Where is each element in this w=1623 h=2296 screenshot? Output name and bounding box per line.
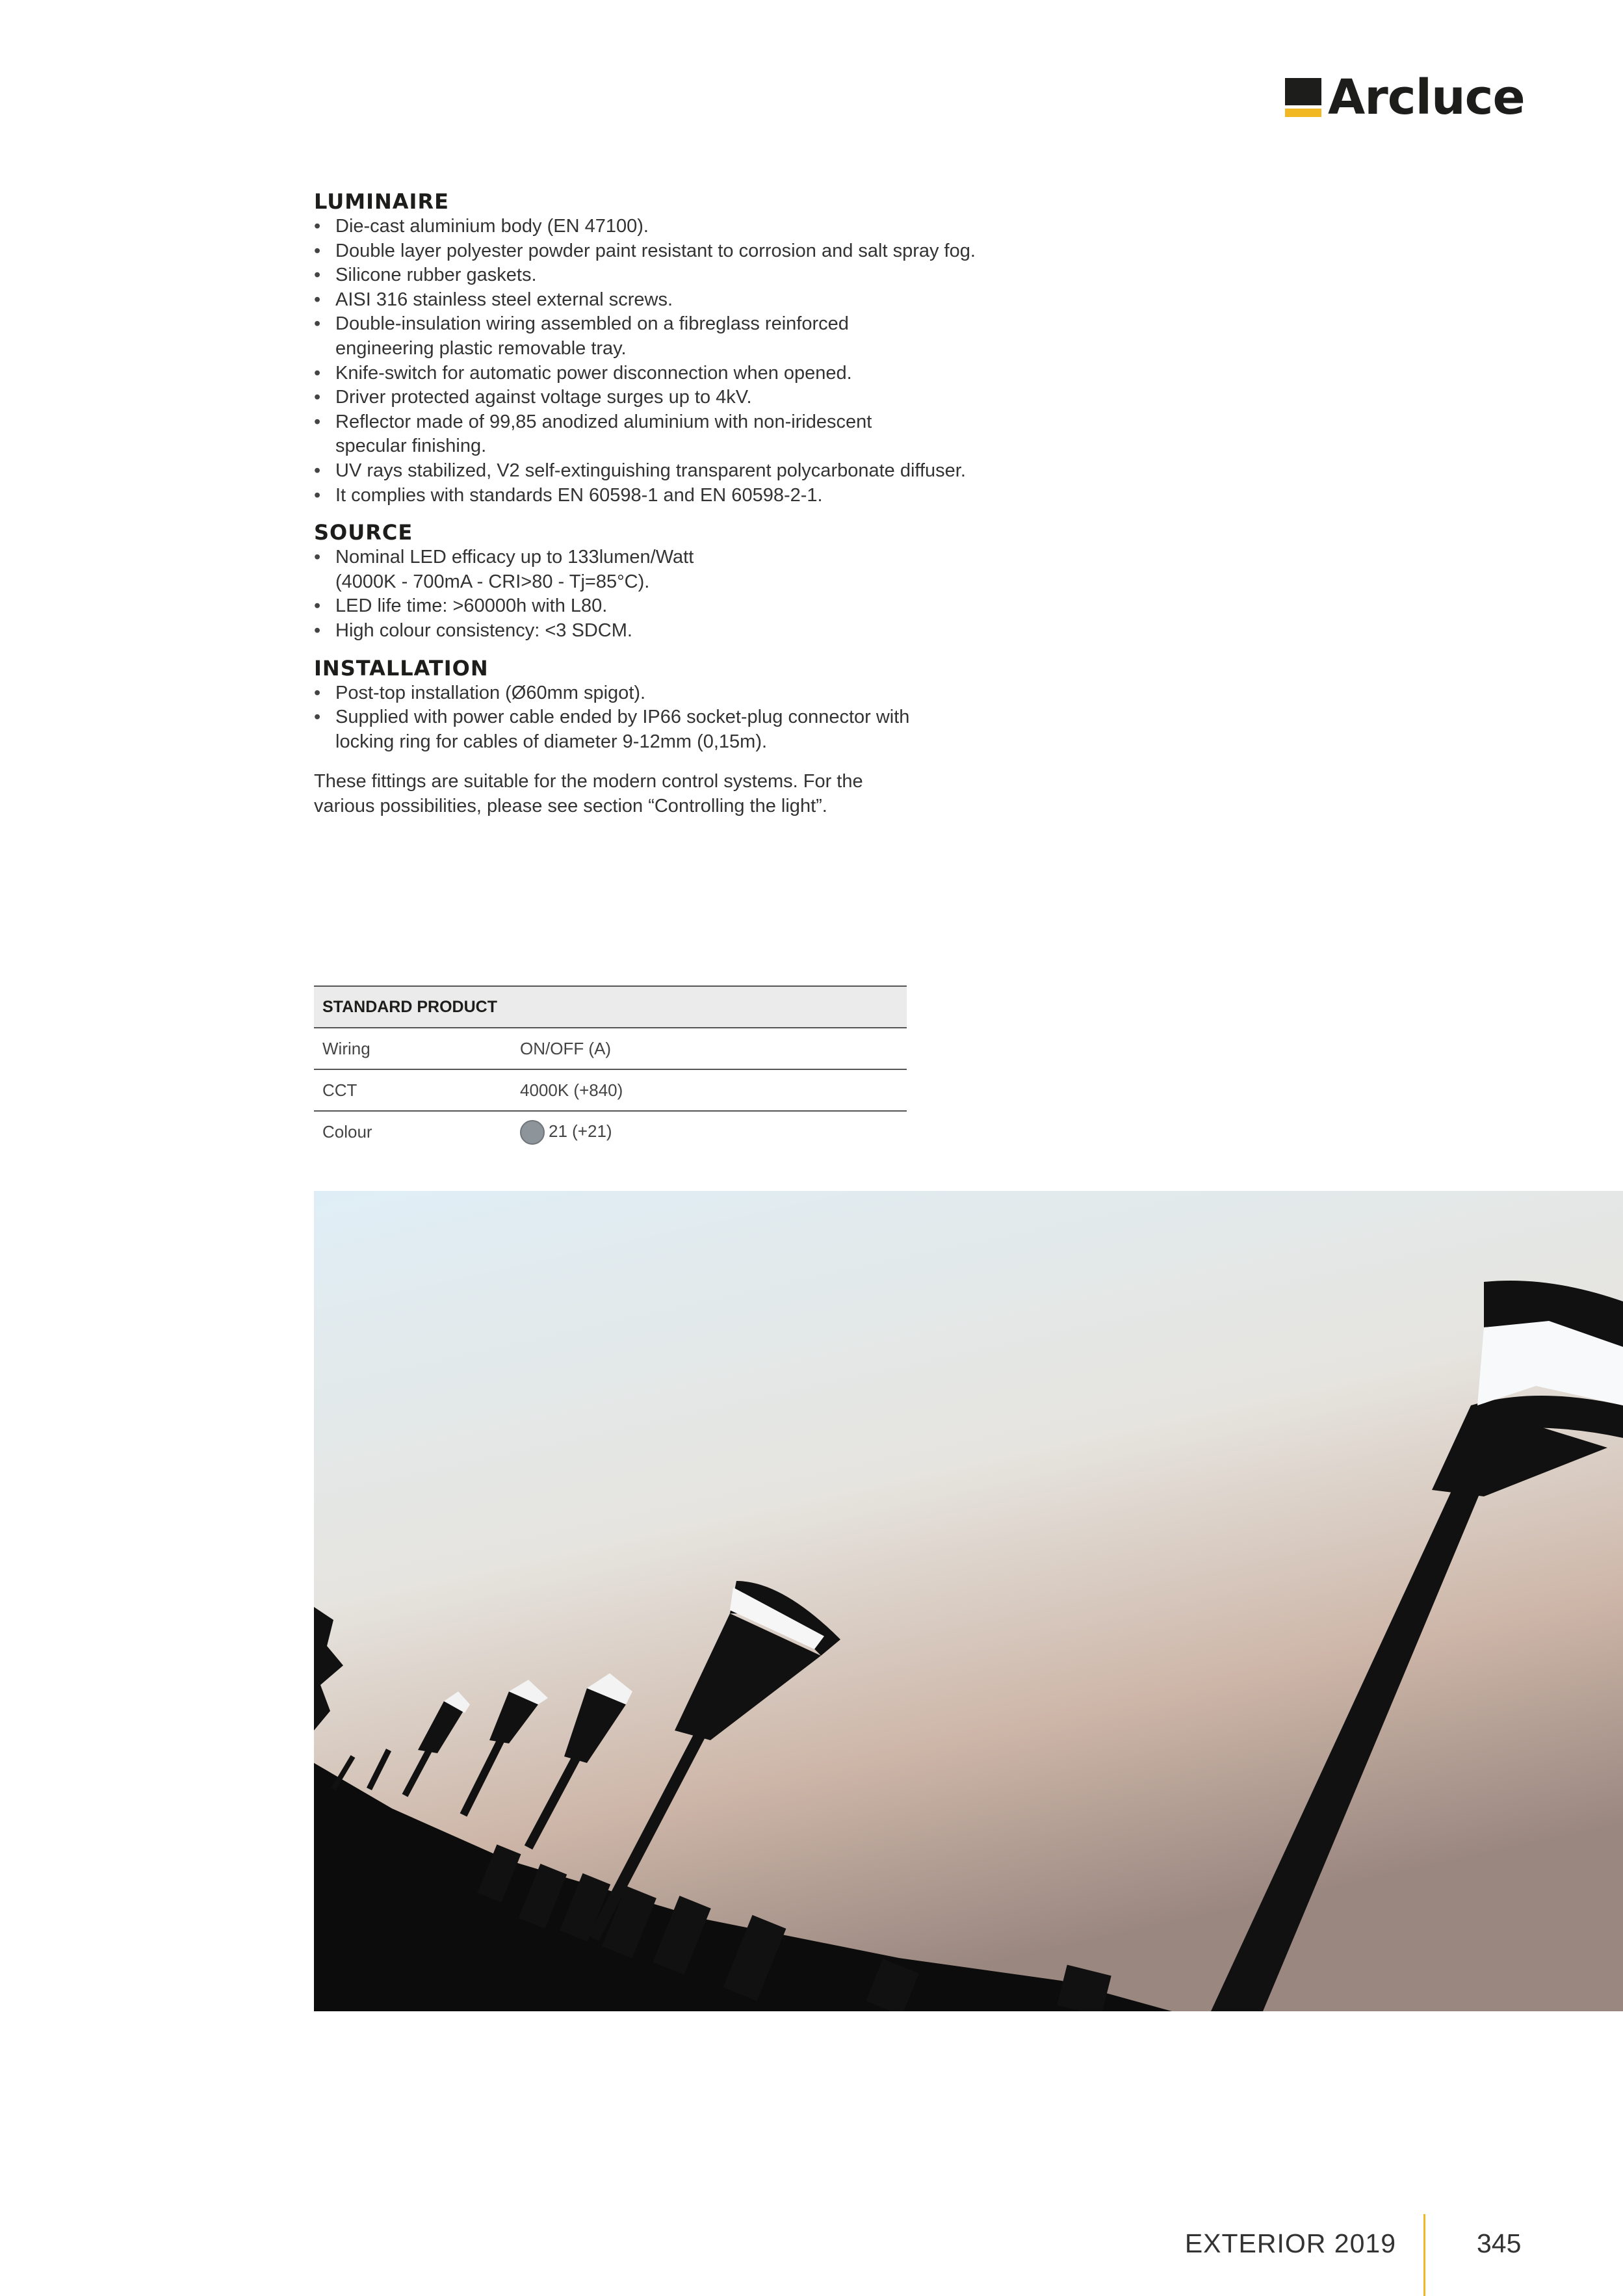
list-item: • High colour consistency: <3 SDCM. [314, 619, 1081, 644]
list-item: • LED life time: >60000h with L80. [314, 594, 1081, 619]
table-row [314, 1111, 907, 1153]
footer-divider [1423, 2214, 1425, 2296]
arcluce-logo [1285, 70, 1525, 125]
row-label: Colour [322, 1122, 372, 1141]
standard-product-table [314, 985, 907, 1153]
installation-heading: INSTALLATION [314, 655, 489, 681]
table-header-row [314, 986, 907, 1028]
list-item: • Post-top installation (Ø60mm spigot). [314, 681, 1081, 706]
list-item: • Reflector made of 99,85 anodized aluminium with non-iridescent specular finishing. [314, 410, 933, 459]
list-item: • Knife-switch for automatic power disconnection when opened. [314, 361, 1081, 386]
row-value: ON/OFF (A) [520, 1038, 612, 1058]
table-row [314, 1069, 907, 1111]
list-item: • Double-insulation wiring assembled on a fibreglass reinforced engineering plastic removable tray. [314, 312, 907, 361]
list-item: • Die-cast aluminium body (EN 47100). [314, 215, 1081, 239]
list-item: • UV rays stabilized, V2 self-extinguishing transparent polycarbonate diffuser. [314, 459, 1081, 484]
street-lamps-image [314, 1191, 1623, 2011]
list-item: • Double layer polyester powder paint resistant to corrosion and salt spray fog. [314, 239, 1081, 264]
list-item: • Driver protected against voltage surges up to 4kV. [314, 385, 1081, 410]
list-item: • Supplied with power cable ended by IP66 socket-plug connector with locking ring for cables of diameter 9-12mm (0,15m). [314, 705, 920, 754]
catalog-section-label: EXTERIOR 2019 [1184, 2228, 1396, 2258]
specifications [314, 189, 1081, 837]
list-item: • Silicone rubber gaskets. [314, 263, 1081, 288]
list-item: • It complies with standards EN 60598-1 and EN 60598-2-1. [314, 484, 1081, 508]
luminaire-list [314, 215, 1081, 508]
row-value: 4000K (+840) [520, 1080, 623, 1100]
list-item: • Nominal LED efficacy up to 133lumen/Watt (4000K - 700mA - CRI>80 - Tj=85°C). [314, 545, 751, 594]
installation-list [314, 681, 1081, 755]
row-label: CCT [322, 1080, 357, 1100]
table-header: STANDARD PRODUCT [322, 997, 497, 1016]
page-number: 345 [1477, 2228, 1522, 2258]
source-heading: SOURCE [314, 520, 413, 545]
brand-name: Arcluce [1328, 70, 1525, 125]
control-systems-note: These fittings are suitable for the modern control systems. For the various possibilities, please see section “Controlling the light”. [314, 771, 863, 816]
luminaire-heading: LUMINAIRE [314, 189, 449, 214]
street-lamps-photo [314, 1191, 1623, 2011]
colour-swatch [520, 1120, 545, 1145]
row-label: Wiring [322, 1038, 370, 1058]
row-value [512, 1111, 907, 1153]
colour-value: 21 (+21) [549, 1121, 612, 1141]
source-list [314, 545, 1081, 643]
table-row [314, 1028, 907, 1069]
brand-mark-icon [1285, 78, 1321, 117]
list-item: • AISI 316 stainless steel external screws. [314, 288, 1081, 313]
